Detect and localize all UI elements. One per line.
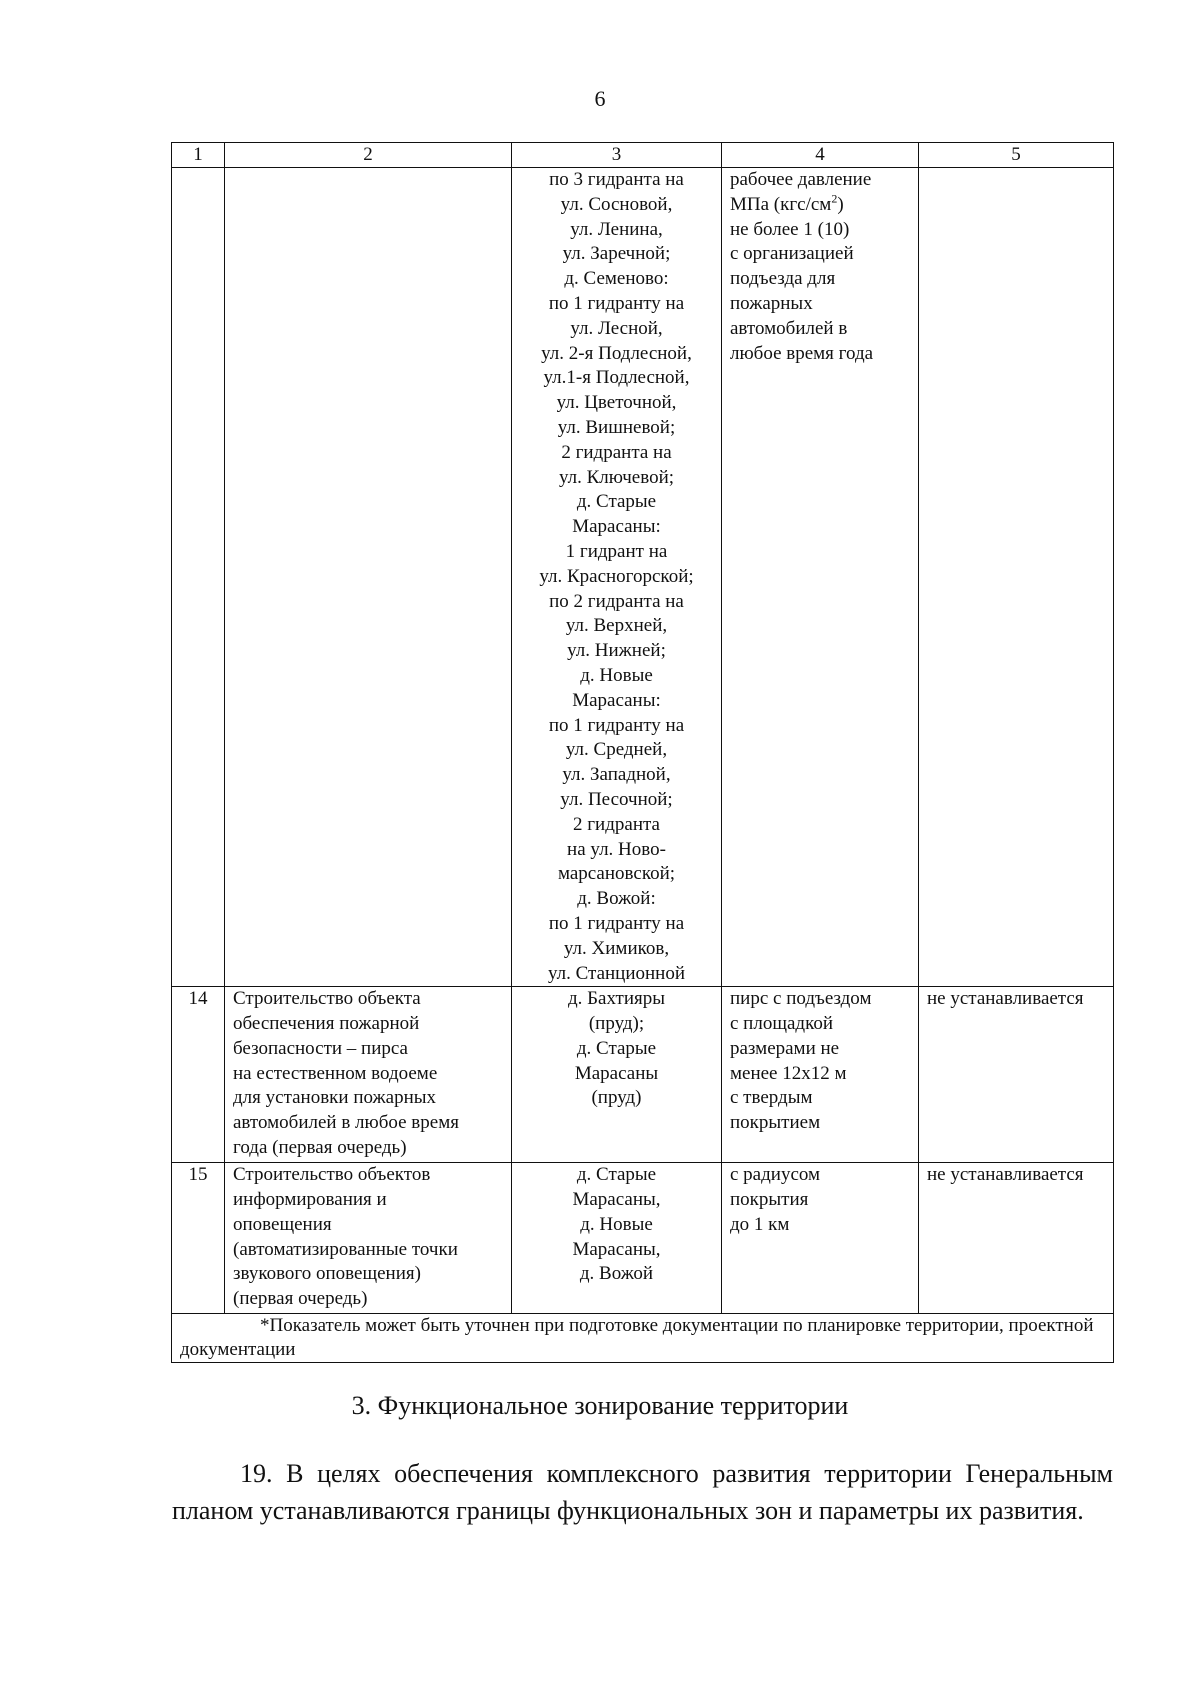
column-header: 3: [512, 143, 722, 168]
column-header: 1: [172, 143, 225, 168]
object-name-cell: [225, 168, 512, 987]
table-row: [172, 168, 1114, 987]
superscript: 2: [831, 191, 838, 206]
location-cell: по 3 гидранта на ул. Сосновой, ул. Ленина, ул. Заречной; д. Семеново: по 1 гидранту на ул. Лесной, ул. 2-я Подлесной, ул.1-я Подлесной, ул. Цветочной, ул. Вишневой; 2 гидранта на ул. Ключевой; д. Старые Марасаны: 1 гидрант на ул. Красногорской; по 2 гидранта на ул. Верхней, ул. Нижней; д. Новые Марасаны: по 1 гидранту на ул. Средней, ул. Западной, ул. Песочной; 2 гидранта на ул. Ново- марсановской; д. Вожой: по 1 гидранту на ул. Химиков, ул. Станционной: [512, 168, 722, 987]
object-name-cell: Строительство объектов информирования и оповещения (автоматизированные точки звукового оповещения) (первая очередь): [225, 1163, 512, 1314]
section-title: 3. Функциональное зонирование территории: [351, 1391, 849, 1420]
table-row: [172, 1163, 1114, 1314]
object-name-cell: Строительство объекта обеспечения пожарной безопасности – пирса на естественном водоеме для установки пожарных автомобилей в любое время года (первая очередь): [225, 987, 512, 1163]
column-header: 2: [225, 143, 512, 168]
zone-cell: не устанавливается: [919, 987, 1114, 1163]
parameters-text: рабочее давление МПа (кгс/см: [730, 169, 872, 215]
location-cell: д. Старые Марасаны, д. Новые Марасаны, д. Вожой: [512, 1163, 722, 1314]
row-number-cell: 14: [172, 987, 225, 1163]
parameters-cell: [722, 168, 919, 987]
table-header-row: [172, 143, 1114, 168]
column-header: 4: [722, 143, 919, 168]
location-cell: д. Бахтияры (пруд); д. Старые Марасаны (пруд): [512, 987, 722, 1163]
footnote: *Показатель может быть уточнен при подготовке документации по планировке территории, проектной документации: [172, 1314, 1114, 1363]
parameters-cell: пирс с подъездом с площадкой размерами не менее 12х12 м с твердым покрытием: [722, 987, 919, 1163]
parameters-text: ) не более 1 (10) с организацией подъезда для пожарных автомобилей в любое время года: [730, 193, 874, 364]
page-number: 6: [594, 86, 606, 111]
column-header: 5: [919, 143, 1114, 168]
zone-cell: не устанавливается: [919, 1163, 1114, 1314]
footnote-row: [172, 1314, 1114, 1363]
parameters-cell: с радиусом покрытия до 1 км: [722, 1163, 919, 1314]
table-row: [172, 987, 1114, 1163]
row-number-cell: [172, 168, 225, 987]
row-number-cell: 15: [172, 1163, 225, 1314]
paragraph: 19. В целях обеспечения комплексного развития территории Генеральным планом устанавливаются границы функциональных зон и параметры их развития.: [172, 1459, 1113, 1525]
measures-table: [171, 142, 1114, 1363]
zone-cell: [919, 168, 1114, 987]
